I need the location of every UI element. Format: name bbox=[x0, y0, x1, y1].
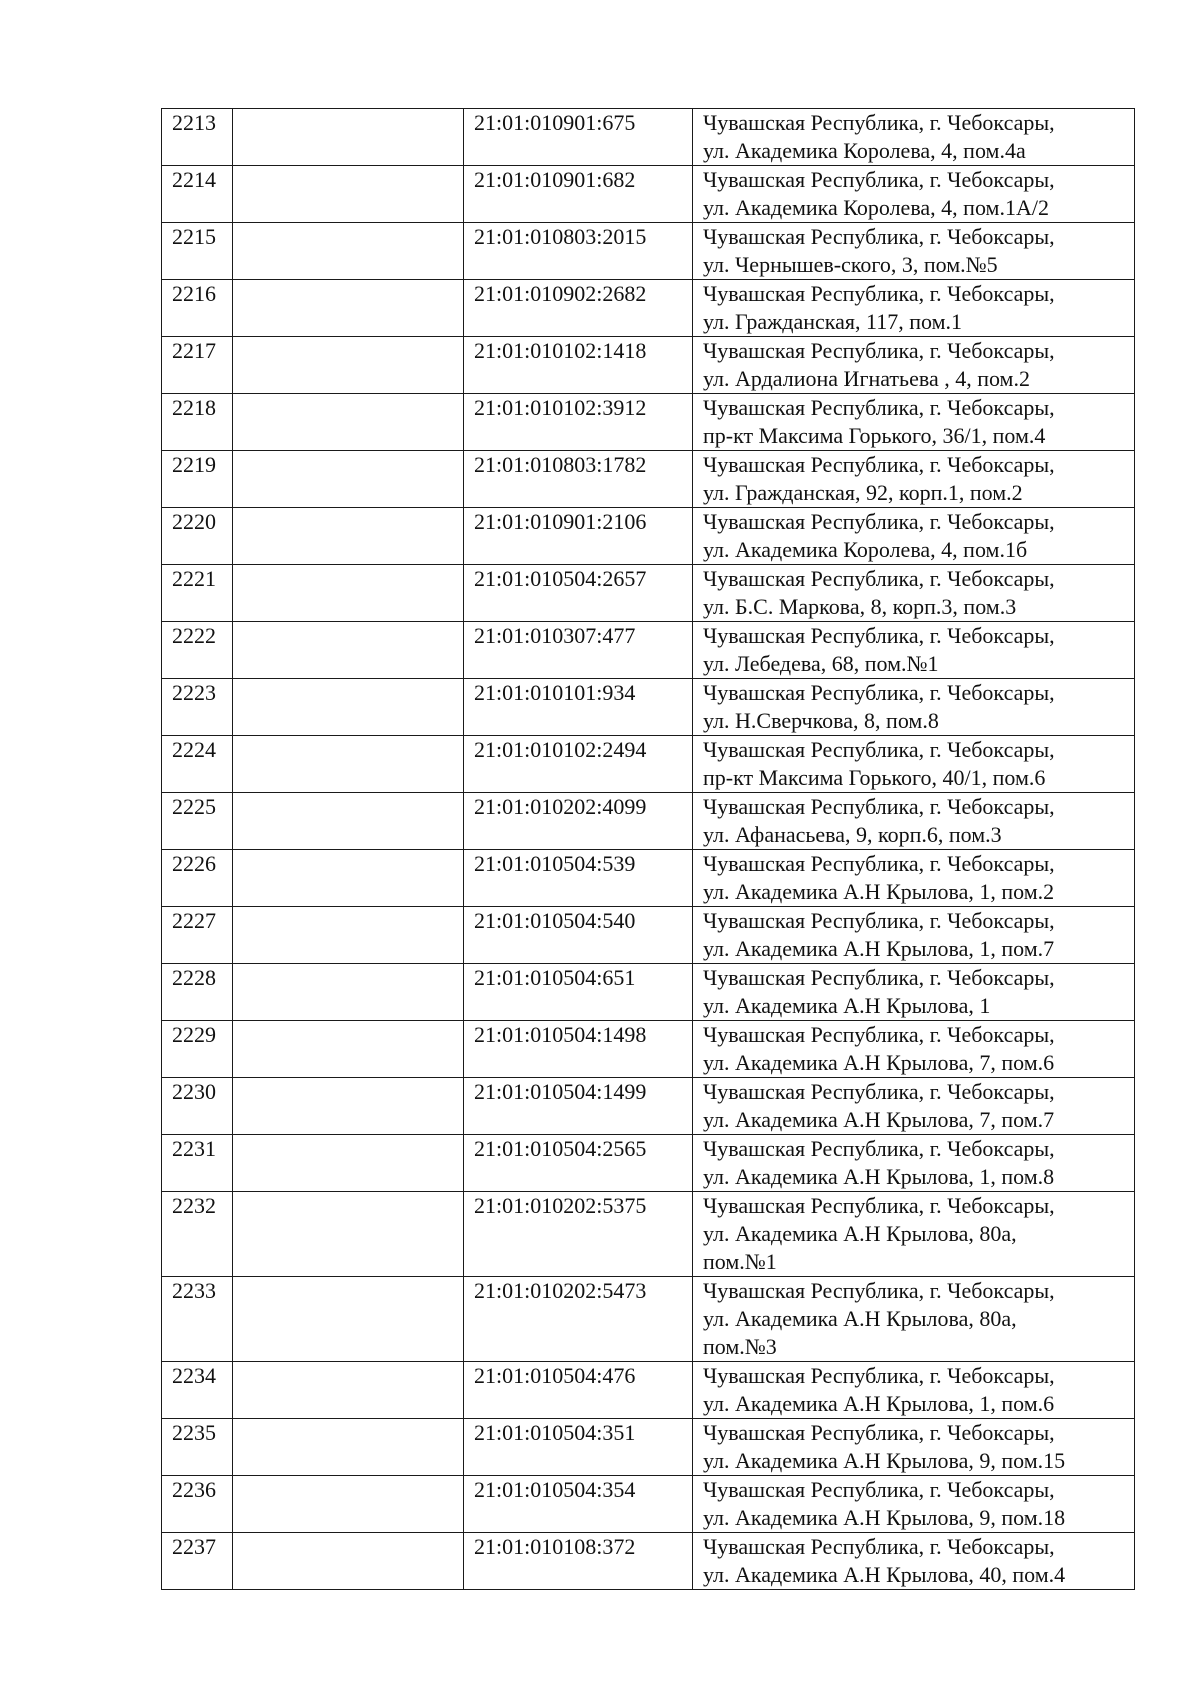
row-number-cell: 2225 bbox=[162, 793, 233, 850]
address-cell bbox=[693, 451, 1135, 508]
address-line: Чувашская Республика, г. Чебоксары, bbox=[703, 338, 1055, 363]
table-row bbox=[162, 679, 1135, 736]
address-line: Чувашская Республика, г. Чебоксары, bbox=[703, 1534, 1055, 1559]
empty-cell bbox=[233, 1078, 464, 1135]
row-number-cell: 2232 bbox=[162, 1192, 233, 1277]
table-row bbox=[162, 280, 1135, 337]
address-line: ул. Академика А.Н Крылова, 1, пом.8 bbox=[703, 1164, 1055, 1189]
address-line: Чувашская Республика, г. Чебоксары, bbox=[703, 1022, 1055, 1047]
address-line: Чувашская Республика, г. Чебоксары, bbox=[703, 965, 1055, 990]
address-line: Чувашская Республика, г. Чебоксары, bbox=[703, 1193, 1055, 1218]
address-line: ул. Академика А.Н Крылова, 40, пом.4 bbox=[703, 1562, 1066, 1587]
cadastral-number-cell: 21:01:010102:1418 bbox=[464, 337, 693, 394]
empty-cell bbox=[233, 1021, 464, 1078]
address-cell bbox=[693, 1533, 1135, 1590]
cadastral-number-cell: 21:01:010504:1499 bbox=[464, 1078, 693, 1135]
table-row bbox=[162, 508, 1135, 565]
empty-cell bbox=[233, 1362, 464, 1419]
address-line: Чувашская Республика, г. Чебоксары, bbox=[703, 167, 1055, 192]
cadastral-number-cell: 21:01:010504:651 bbox=[464, 964, 693, 1021]
table-row bbox=[162, 1135, 1135, 1192]
empty-cell bbox=[233, 1135, 464, 1192]
address-line: Чувашская Республика, г. Чебоксары, bbox=[703, 281, 1055, 306]
empty-cell bbox=[233, 508, 464, 565]
address-cell bbox=[693, 1192, 1135, 1277]
empty-cell bbox=[233, 1419, 464, 1476]
table-row bbox=[162, 1192, 1135, 1277]
cadastral-number-cell: 21:01:010803:1782 bbox=[464, 451, 693, 508]
row-number-cell: 2230 bbox=[162, 1078, 233, 1135]
empty-cell bbox=[233, 565, 464, 622]
address-line: Чувашская Республика, г. Чебоксары, bbox=[703, 680, 1055, 705]
cadastral-number-cell: 21:01:010803:2015 bbox=[464, 223, 693, 280]
address-line: ул. Академика А.Н Крылова, 7, пом.6 bbox=[703, 1050, 1055, 1075]
table-row bbox=[162, 907, 1135, 964]
cadastral-number-cell: 21:01:010102:3912 bbox=[464, 394, 693, 451]
address-line: пр-кт Максима Горького, 36/1, пом.4 bbox=[703, 423, 1046, 448]
empty-cell bbox=[233, 907, 464, 964]
address-line: пр-кт Максима Горького, 40/1, пом.6 bbox=[703, 765, 1046, 790]
address-line: ул. Гражданская, 92, корп.1, пом.2 bbox=[703, 480, 1023, 505]
address-cell bbox=[693, 1277, 1135, 1362]
address-cell bbox=[693, 964, 1135, 1021]
empty-cell bbox=[233, 394, 464, 451]
empty-cell bbox=[233, 850, 464, 907]
address-cell bbox=[693, 850, 1135, 907]
address-line: Чувашская Республика, г. Чебоксары, bbox=[703, 1278, 1055, 1303]
table-row bbox=[162, 793, 1135, 850]
address-cell bbox=[693, 280, 1135, 337]
address-cell bbox=[693, 166, 1135, 223]
table-row bbox=[162, 736, 1135, 793]
empty-cell bbox=[233, 1533, 464, 1590]
address-line: Чувашская Республика, г. Чебоксары, bbox=[703, 509, 1055, 534]
cadastral-number-cell: 21:01:010108:372 bbox=[464, 1533, 693, 1590]
address-line: ул. Академика А.Н Крылова, 1, пом.7 bbox=[703, 936, 1055, 961]
row-number-cell: 2219 bbox=[162, 451, 233, 508]
row-number-cell: 2226 bbox=[162, 850, 233, 907]
table-row bbox=[162, 1277, 1135, 1362]
address-cell bbox=[693, 736, 1135, 793]
table-row bbox=[162, 451, 1135, 508]
address-line: ул. Академика А.Н Крылова, 80а, bbox=[703, 1306, 1017, 1331]
address-line: ул. Академика А.Н Крылова, 9, пом.15 bbox=[703, 1448, 1066, 1473]
row-number-cell: 2231 bbox=[162, 1135, 233, 1192]
cadastral-number-cell: 21:01:010901:675 bbox=[464, 109, 693, 166]
row-number-cell: 2236 bbox=[162, 1476, 233, 1533]
empty-cell bbox=[233, 1192, 464, 1277]
table-row bbox=[162, 964, 1135, 1021]
address-line: Чувашская Республика, г. Чебоксары, bbox=[703, 1136, 1055, 1161]
address-line: ул. Н.Сверчкова, 8, пом.8 bbox=[703, 708, 939, 733]
table-row bbox=[162, 1078, 1135, 1135]
table-row bbox=[162, 1362, 1135, 1419]
cadastral-number-cell: 21:01:010504:539 bbox=[464, 850, 693, 907]
empty-cell bbox=[233, 280, 464, 337]
table-row bbox=[162, 622, 1135, 679]
address-line: Чувашская Республика, г. Чебоксары, bbox=[703, 908, 1055, 933]
table-row bbox=[162, 1533, 1135, 1590]
cadastral-number-cell: 21:01:010202:5473 bbox=[464, 1277, 693, 1362]
table-row bbox=[162, 850, 1135, 907]
address-cell bbox=[693, 109, 1135, 166]
row-number-cell: 2221 bbox=[162, 565, 233, 622]
address-line: ул. Академика А.Н Крылова, 1, пом.6 bbox=[703, 1391, 1055, 1416]
cadastral-number-cell: 21:01:010901:682 bbox=[464, 166, 693, 223]
address-cell bbox=[693, 337, 1135, 394]
address-line: ул. Академика Королева, 4, пом.1А/2 bbox=[703, 195, 1049, 220]
empty-cell bbox=[233, 337, 464, 394]
cadastral-number-cell: 21:01:010504:476 bbox=[464, 1362, 693, 1419]
address-cell bbox=[693, 394, 1135, 451]
empty-cell bbox=[233, 109, 464, 166]
address-line: ул. Академика Королева, 4, пом.4а bbox=[703, 138, 1026, 163]
cadastral-number-cell: 21:01:010504:2565 bbox=[464, 1135, 693, 1192]
row-number-cell: 2216 bbox=[162, 280, 233, 337]
cadastral-number-cell: 21:01:010901:2106 bbox=[464, 508, 693, 565]
address-cell bbox=[693, 1021, 1135, 1078]
address-cell bbox=[693, 622, 1135, 679]
table-row bbox=[162, 1021, 1135, 1078]
cadastral-number-cell: 21:01:010102:2494 bbox=[464, 736, 693, 793]
row-number-cell: 2234 bbox=[162, 1362, 233, 1419]
row-number-cell: 2222 bbox=[162, 622, 233, 679]
address-line: пом.№1 bbox=[703, 1249, 777, 1274]
address-cell bbox=[693, 907, 1135, 964]
address-line: Чувашская Республика, г. Чебоксары, bbox=[703, 851, 1055, 876]
address-line: Чувашская Республика, г. Чебоксары, bbox=[703, 623, 1055, 648]
row-number-cell: 2228 bbox=[162, 964, 233, 1021]
table-row bbox=[162, 223, 1135, 280]
empty-cell bbox=[233, 166, 464, 223]
address-line: ул. Лебедева, 68, пом.№1 bbox=[703, 651, 939, 676]
table-row bbox=[162, 166, 1135, 223]
address-cell bbox=[693, 1362, 1135, 1419]
address-cell bbox=[693, 508, 1135, 565]
address-line: ул. Гражданская, 117, пом.1 bbox=[703, 309, 963, 334]
empty-cell bbox=[233, 964, 464, 1021]
table-row bbox=[162, 337, 1135, 394]
address-cell bbox=[693, 1078, 1135, 1135]
address-line: ул. Академика А.Н Крылова, 1 bbox=[703, 993, 991, 1018]
cadastral-number-cell: 21:01:010504:351 bbox=[464, 1419, 693, 1476]
address-line: ул. Академика А.Н Крылова, 7, пом.7 bbox=[703, 1107, 1055, 1132]
address-line: пом.№3 bbox=[703, 1334, 777, 1359]
row-number-cell: 2237 bbox=[162, 1533, 233, 1590]
empty-cell bbox=[233, 451, 464, 508]
cadastral-number-cell: 21:01:010504:540 bbox=[464, 907, 693, 964]
address-line: Чувашская Республика, г. Чебоксары, bbox=[703, 224, 1055, 249]
table-row bbox=[162, 109, 1135, 166]
table-row bbox=[162, 1476, 1135, 1533]
address-cell bbox=[693, 565, 1135, 622]
property-registry-table bbox=[161, 108, 1135, 1590]
row-number-cell: 2224 bbox=[162, 736, 233, 793]
table-row bbox=[162, 1419, 1135, 1476]
address-line: Чувашская Республика, г. Чебоксары, bbox=[703, 737, 1055, 762]
empty-cell bbox=[233, 736, 464, 793]
cadastral-number-cell: 21:01:010307:477 bbox=[464, 622, 693, 679]
address-line: Чувашская Республика, г. Чебоксары, bbox=[703, 452, 1055, 477]
row-number-cell: 2217 bbox=[162, 337, 233, 394]
empty-cell bbox=[233, 1277, 464, 1362]
address-line: ул. Ардалиона Игнатьева , 4, пом.2 bbox=[703, 366, 1030, 391]
address-line: Чувашская Республика, г. Чебоксары, bbox=[703, 110, 1055, 135]
address-line: Чувашская Республика, г. Чебоксары, bbox=[703, 1363, 1055, 1388]
address-line: Чувашская Республика, г. Чебоксары, bbox=[703, 395, 1055, 420]
address-cell bbox=[693, 793, 1135, 850]
address-line: ул. Академика А.Н Крылова, 1, пом.2 bbox=[703, 879, 1055, 904]
cadastral-number-cell: 21:01:010504:1498 bbox=[464, 1021, 693, 1078]
address-line: Чувашская Республика, г. Чебоксары, bbox=[703, 1079, 1055, 1104]
cadastral-number-cell: 21:01:010504:354 bbox=[464, 1476, 693, 1533]
address-cell bbox=[693, 1135, 1135, 1192]
address-cell bbox=[693, 1419, 1135, 1476]
row-number-cell: 2215 bbox=[162, 223, 233, 280]
address-line: ул. Чернышев-ского, 3, пом.№5 bbox=[703, 252, 998, 277]
address-cell bbox=[693, 679, 1135, 736]
registry-table-body bbox=[162, 109, 1135, 1590]
empty-cell bbox=[233, 793, 464, 850]
row-number-cell: 2229 bbox=[162, 1021, 233, 1078]
empty-cell bbox=[233, 679, 464, 736]
empty-cell bbox=[233, 223, 464, 280]
row-number-cell: 2223 bbox=[162, 679, 233, 736]
address-line: Чувашская Республика, г. Чебоксары, bbox=[703, 794, 1055, 819]
row-number-cell: 2227 bbox=[162, 907, 233, 964]
address-line: Чувашская Республика, г. Чебоксары, bbox=[703, 1420, 1055, 1445]
row-number-cell: 2218 bbox=[162, 394, 233, 451]
cadastral-number-cell: 21:01:010101:934 bbox=[464, 679, 693, 736]
address-cell bbox=[693, 223, 1135, 280]
row-number-cell: 2213 bbox=[162, 109, 233, 166]
table-row bbox=[162, 565, 1135, 622]
address-line: ул. Академика А.Н Крылова, 9, пом.18 bbox=[703, 1505, 1066, 1530]
row-number-cell: 2214 bbox=[162, 166, 233, 223]
row-number-cell: 2220 bbox=[162, 508, 233, 565]
address-cell bbox=[693, 1476, 1135, 1533]
empty-cell bbox=[233, 622, 464, 679]
address-line: ул. Академика Королева, 4, пом.1б bbox=[703, 537, 1028, 562]
row-number-cell: 2235 bbox=[162, 1419, 233, 1476]
address-line: ул. Академика А.Н Крылова, 80а, bbox=[703, 1221, 1017, 1246]
address-line: Чувашская Республика, г. Чебоксары, bbox=[703, 1477, 1055, 1502]
empty-cell bbox=[233, 1476, 464, 1533]
cadastral-number-cell: 21:01:010202:5375 bbox=[464, 1192, 693, 1277]
cadastral-number-cell: 21:01:010902:2682 bbox=[464, 280, 693, 337]
table-row bbox=[162, 394, 1135, 451]
address-line: ул. Афанасьева, 9, корп.6, пом.3 bbox=[703, 822, 1002, 847]
row-number-cell: 2233 bbox=[162, 1277, 233, 1362]
address-line: ул. Б.С. Маркова, 8, корп.3, пом.3 bbox=[703, 594, 1017, 619]
cadastral-number-cell: 21:01:010504:2657 bbox=[464, 565, 693, 622]
cadastral-number-cell: 21:01:010202:4099 bbox=[464, 793, 693, 850]
address-line: Чувашская Республика, г. Чебоксары, bbox=[703, 566, 1055, 591]
